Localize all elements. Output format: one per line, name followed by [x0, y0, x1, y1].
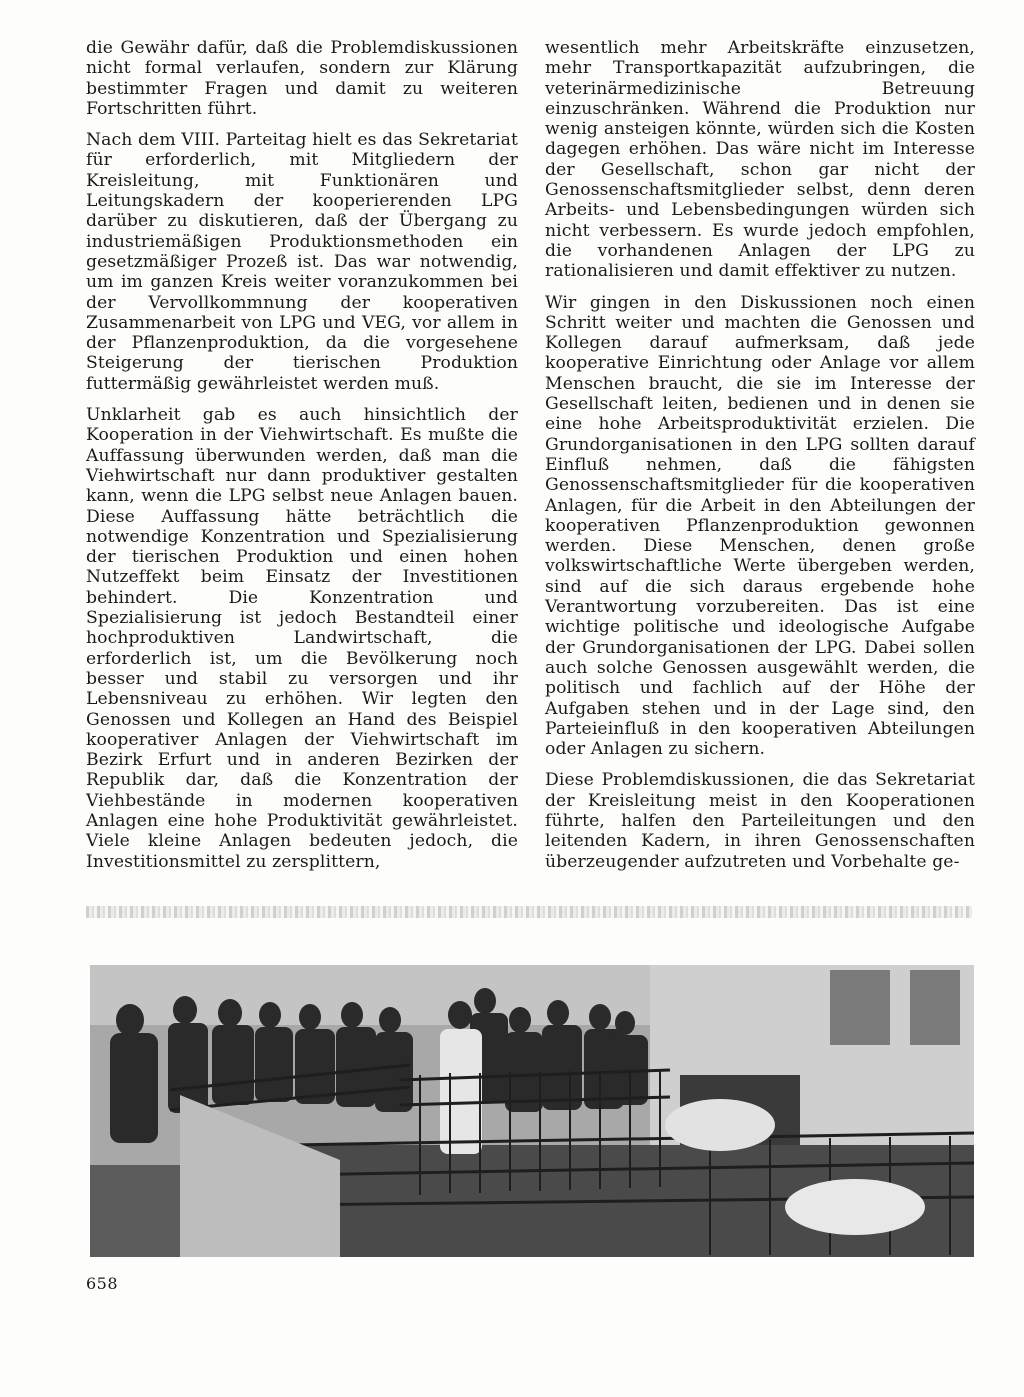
left-paragraph-1: die Gewähr dafür, daß die Problemdiskussionen nicht formal verlaufen, sondern zur Klärung bestimmter Fragen und damit zu weiteren Fortschritten führt. — [86, 38, 518, 119]
left-text-column — [86, 38, 518, 883]
print-divider — [86, 906, 972, 918]
building-window-1 — [830, 970, 890, 1045]
building-window-2 — [910, 970, 960, 1045]
farm-photograph — [90, 965, 974, 1257]
right-paragraph-1: wesentlich mehr Arbeitskräfte einzusetzen, mehr Transportkapazität aufzubringen, die veterinärmedizinische Betreuung einzuschränken. Während die Produktion nur wenig ansteigen könnte, würden sich die Kosten dagegen erhöhen. Das wäre nicht im Interesse der Gesellschaft, schon gar nicht der Genossenschaftsmitglieder selbst, denn deren Arbeits- und Lebensbedingungen würden sich nicht verbessern. Es wurde jedoch empfohlen, die vorhandenen Anlagen der LPG zu rationalisieren und damit effektiver zu nutzen. — [545, 38, 975, 282]
photo-illustration — [90, 965, 974, 1257]
left-paragraph-3: Unklarheit gab es auch hinsichtlich der Kooperation in der Viehwirtschaft. Es mußte die Auffassung überwunden werden, daß man die Viehwirtschaft nur dann produktiver gestalten kann, wenn die LPG selbst neue Anlagen bauen. Diese Auffassung hätte beträchtlich die notwendige Konzentration und Spezialisierung der tierischen Produktion und einen hohen Nutzeffekt beim Einsatz der Investitionen behindert. Die Konzentration und Spezialisierung ist jedoch Bestandteil einer hochproduktiven Landwirtschaft, die erforderlich ist, um die Bevölkerung noch besser und stabil zu versorgen und ihr Lebensniveau zu erhöhen. Wir legten den Genossen und Kollegen an Hand des Beispiel kooperativer Anlagen der Viehwirtschaft im Bezirk Erfurt und in anderen Bezirken der Republik dar, daß die Konzentration der Viehbestände in modernen kooperativen Anlagen eine hohe Produktivität gewährleistet. Viele kleine Anlagen bedeuten jedoch, die Investitionsmittel zu zersplittern, — [86, 405, 518, 872]
pig-1 — [665, 1099, 775, 1151]
right-paragraph-2: Wir gingen in den Diskussionen noch einen Schritt weiter und machten die Genossen und Kollegen darauf aufmerksam, daß jede kooperative Einrichtung oder Anlage vor allem Menschen braucht, die sie im Interesse der Gesellschaft leiten, bedienen und in denen sie eine hohe Arbeitsproduktivität erzielen. Die Grundorganisationen in den LPG sollten darauf Einfluß nehmen, daß die fähigsten Genossenschaftsmitglieder für die kooperativen Anlagen, für die Arbeit in den Abteilungen der kooperativen Pflanzenproduktion gewonnen werden. Diese Menschen, denen große volkswirtschaftliche Werte übergeben werden, sind auf die sich daraus ergebende hohe Verantwortung vorzubereiten. Das ist eine wichtige politische und ideologische Aufgabe der Grundorganisationen der LPG. Dabei sollen auch solche Genossen ausgewählt werden, die politisch und fachlich auf der Höhe der Aufgaben stehen und in der Lage sind, den Parteieinfluß in den kooperativen Abteilungen oder Anlagen zu sichern. — [545, 292, 975, 760]
right-text-column — [545, 38, 975, 883]
left-paragraph-2: Nach dem VIII. Parteitag hielt es das Sekretariat für erforderlich, mit Mitgliedern der Kreisleitung, mit Funktionären und Leitungskadern der kooperierenden LPG darüber zu diskutieren, daß der Übergang zu industriemäßigen Produktionsmethoden ein gesetzmäßiger Prozeß ist. Das war notwendig, um im ganzen Kreis weiter voranzukommen bei der Vervollkommnung der kooperativen Zusammenarbeit von LPG und VEG, vor allem in der Pflanzenproduktion, da die vorgesehene Steigerung der tierischen Produktion futtermäßig gewährleistet werden muß. — [86, 130, 518, 394]
page-number: 658 — [86, 1274, 119, 1293]
right-paragraph-3: Diese Problemdiskussionen, die das Sekretariat der Kreisleitung meist in den Kooperationen führte, halfen den Parteileitungen und den leitenden Kadern, in ihren Genossenschaften überzeugender aufzutreten und Vorbehalte ge- — [545, 770, 975, 872]
pig-2 — [785, 1179, 925, 1235]
